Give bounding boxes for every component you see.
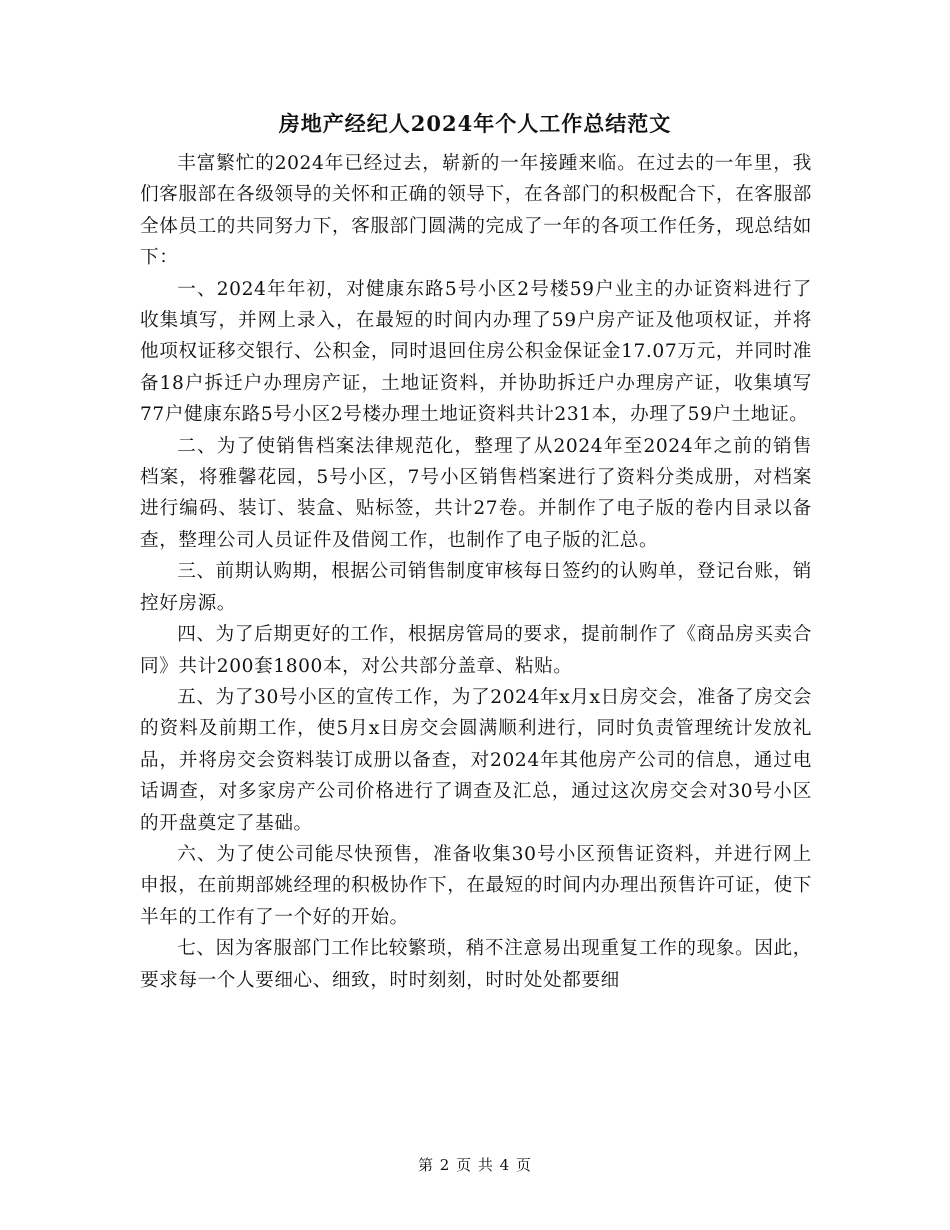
paragraph-intro: 丰富繁忙的2024年已经过去，崭新的一年接踵来临。在过去的一年里，我们客服部在各级领导的关怀和正确的领导下，在各部门的积极配合下，在客服部全体员工的共同努力下，客服部门圆满的完成了一年的各项工作任务，现总结如下： xyxy=(140,153,812,269)
paragraph-item-6: 六、为了使公司能尽快预售，准备收集30号小区预售证资料，并进行网上申报，在前期部姚经理的积极协作下，在最短的时间内办理出预售许可证，使下半年的工作有了一个好的开始。 xyxy=(140,843,812,928)
paragraph-item-3: 三、前期认购期，根据公司销售制度审核每日签约的认购单，登记台账，销控好房源。 xyxy=(140,561,812,614)
paragraph-item-7: 七、因为客服部门工作比较繁琐，稍不注意易出现重复工作的现象。因此，要求每一个人要细心、细致，时时刻刻，时时处处都要细 xyxy=(140,938,812,991)
document-title: 房地产经纪人2024年个人工作总结范文 xyxy=(278,111,672,136)
paragraph-item-2: 二、为了使销售档案法律规范化，整理了从2024年至2024年之前的销售档案，将雅馨花园，5号小区，7号小区销售档案进行了资料分类成册，对档案进行编码、装订、装盒、贴标签，共计27卷。并制作了电子版的卷内目录以备查，整理公司人员证件及借阅工作，也制作了电子版的汇总。 xyxy=(140,435,812,551)
paragraph-item-4: 四、为了后期更好的工作，根据房管局的要求，提前制作了《商品房买卖合同》共计200套1800本，对公共部分盖章、粘贴。 xyxy=(140,624,812,677)
document-body xyxy=(140,148,812,996)
paragraph-item-5: 五、为了30号小区的宣传工作，为了2024年x月x日房交会，准备了房交会的资料及前期工作，使5月x日房交会圆满顺利进行，同时负责管理统计发放礼品，并将房交会资料装订成册以备查，对2024年其他房产公司的信息，通过电话调查，对多家房产公司价格进行了调查及汇总，通过这次房交会对30号小区的开盘奠定了基础。 xyxy=(140,686,812,834)
paragraph-item-1: 一、2024年年初，对健康东路5号小区2号楼59户业主的办证资料进行了收集填写，并网上录入，在最短的时间内办理了59户房产证及他项权证，并将他项权证移交银行、公积金，同时退回住房公积金保证金17.07万元，并同时准备18户拆迁户办理房产证，土地证资料，并协助拆迁户办理房产证，收集填写77户健康东路5号小区2号楼办理土地证资料共计231本，办理了59户土地证。 xyxy=(140,278,812,426)
page-number-footer: 第 2 页 共 4 页 xyxy=(418,1156,532,1174)
